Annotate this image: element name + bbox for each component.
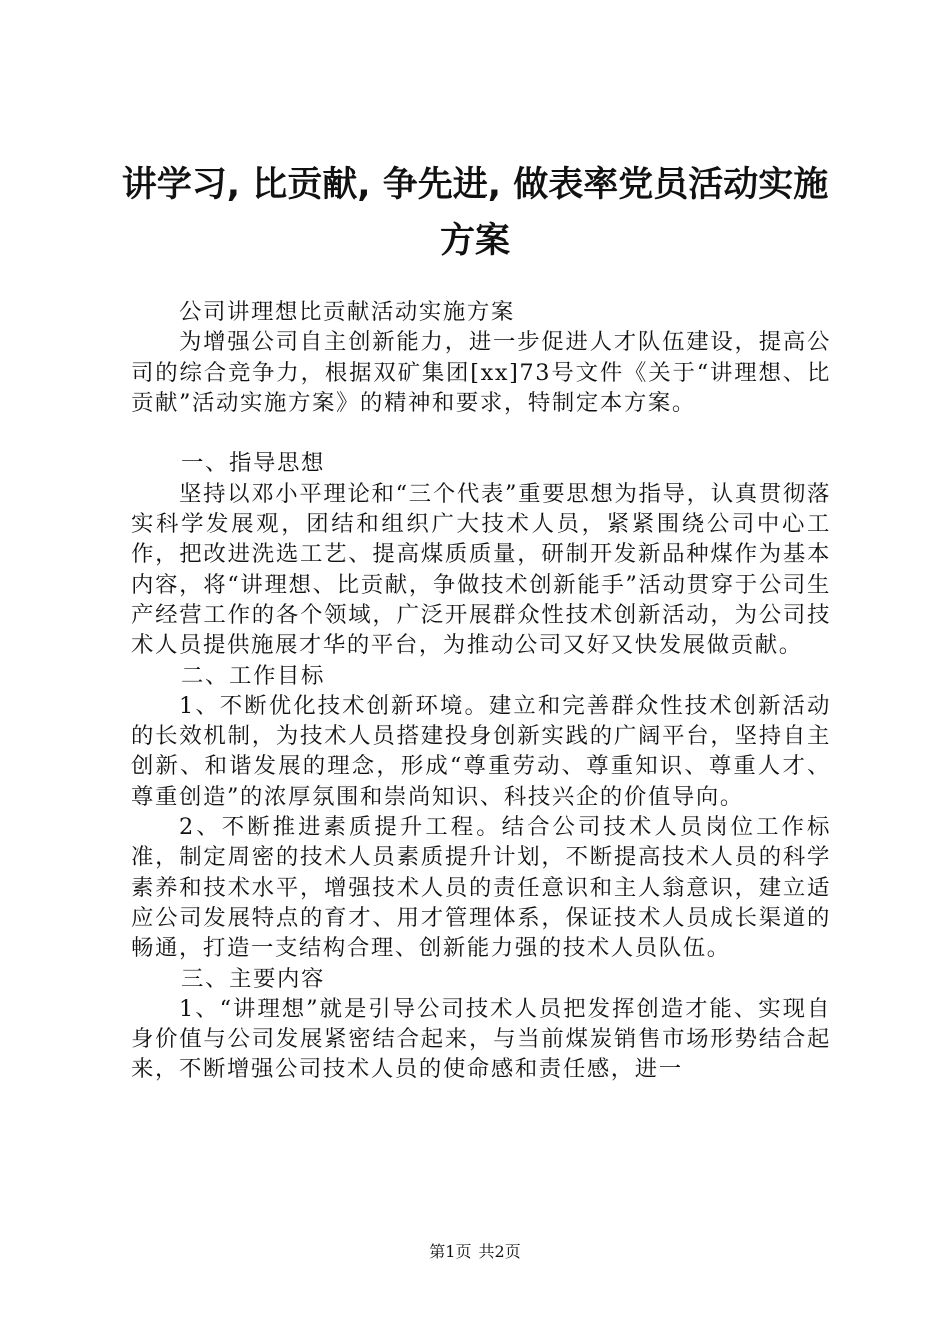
- document-body: [131, 297, 831, 1085]
- guiding-ideology-paragraph: 坚持以邓小平理论和“三个代表”重要思想为指导，认真贯彻落实科学发展观，团结和组织广大技术人员，紧紧围绕公司中心工作，把改进洗选工艺、提高煤质质量，研制开发新品种煤作为基本内容，将“讲理想、比贡献，争做技术创新能手”活动贯穿于公司生产经营工作的各个领域，广泛开展群众性技术创新活动，为公司技术人员提供施展才华的平台，为推动公司又好又快发展做贡献。: [131, 480, 831, 659]
- document-title-line-1: 讲学习, 比贡献, 争先进, 做表率党员活动实施: [121, 165, 829, 205]
- main-content-paragraph-1: 1、“讲理想”就是引导公司技术人员把发挥创造才能、实现自身价值与公司发展紧密结合起来，与当前煤炭销售市场形势结合起来，不断增强公司技术人员的使命感和责任感，进一: [131, 995, 831, 1083]
- page-number-current: 第1页: [429, 1242, 472, 1261]
- section-heading-work-goals: 二、工作目标: [181, 662, 325, 689]
- work-goal-paragraph-2: 2、不断推进素质提升工程。结合公司技术人员岗位工作标准，制定周密的技术人员素质提升计划，不断提高技术人员的科学素养和技术水平，增强技术人员的责任意识和主人翁意识，建立适应公司发展特点的育才、用才管理体系，保证技术人员成长渠道的畅通，打造一支结构合理、创新能力强的技术人员队伍。: [131, 814, 831, 962]
- document-title-line-2: 方案: [439, 221, 510, 261]
- section-heading-guiding-ideology: 一、指导思想: [181, 450, 325, 477]
- section-heading-main-content: 三、主要内容: [181, 965, 325, 992]
- page-number-total: 共2页: [478, 1242, 521, 1261]
- subtitle-paragraph: 公司讲理想比贡献活动实施方案: [179, 299, 515, 325]
- page-footer: [0, 1241, 950, 1263]
- work-goal-paragraph-1: 1、不断优化技术创新环境。建立和完善群众性技术创新活动的长效机制，为技术人员搭建投身创新实践的广阔平台，坚持自主创新、和谐发展的理念，形成“尊重劳动、尊重知识、尊重人才、尊重创造”的浓厚氛围和崇尚知识、科技兴企的价值导向。: [131, 692, 831, 810]
- intro-paragraph: 为增强公司自主创新能力，进一步促进人才队伍建设，提高公司的综合竞争力，根据双矿集团[xx]73号文件《关于“讲理想、比贡献”活动实施方案》的精神和要求，特制定本方案。: [131, 329, 831, 416]
